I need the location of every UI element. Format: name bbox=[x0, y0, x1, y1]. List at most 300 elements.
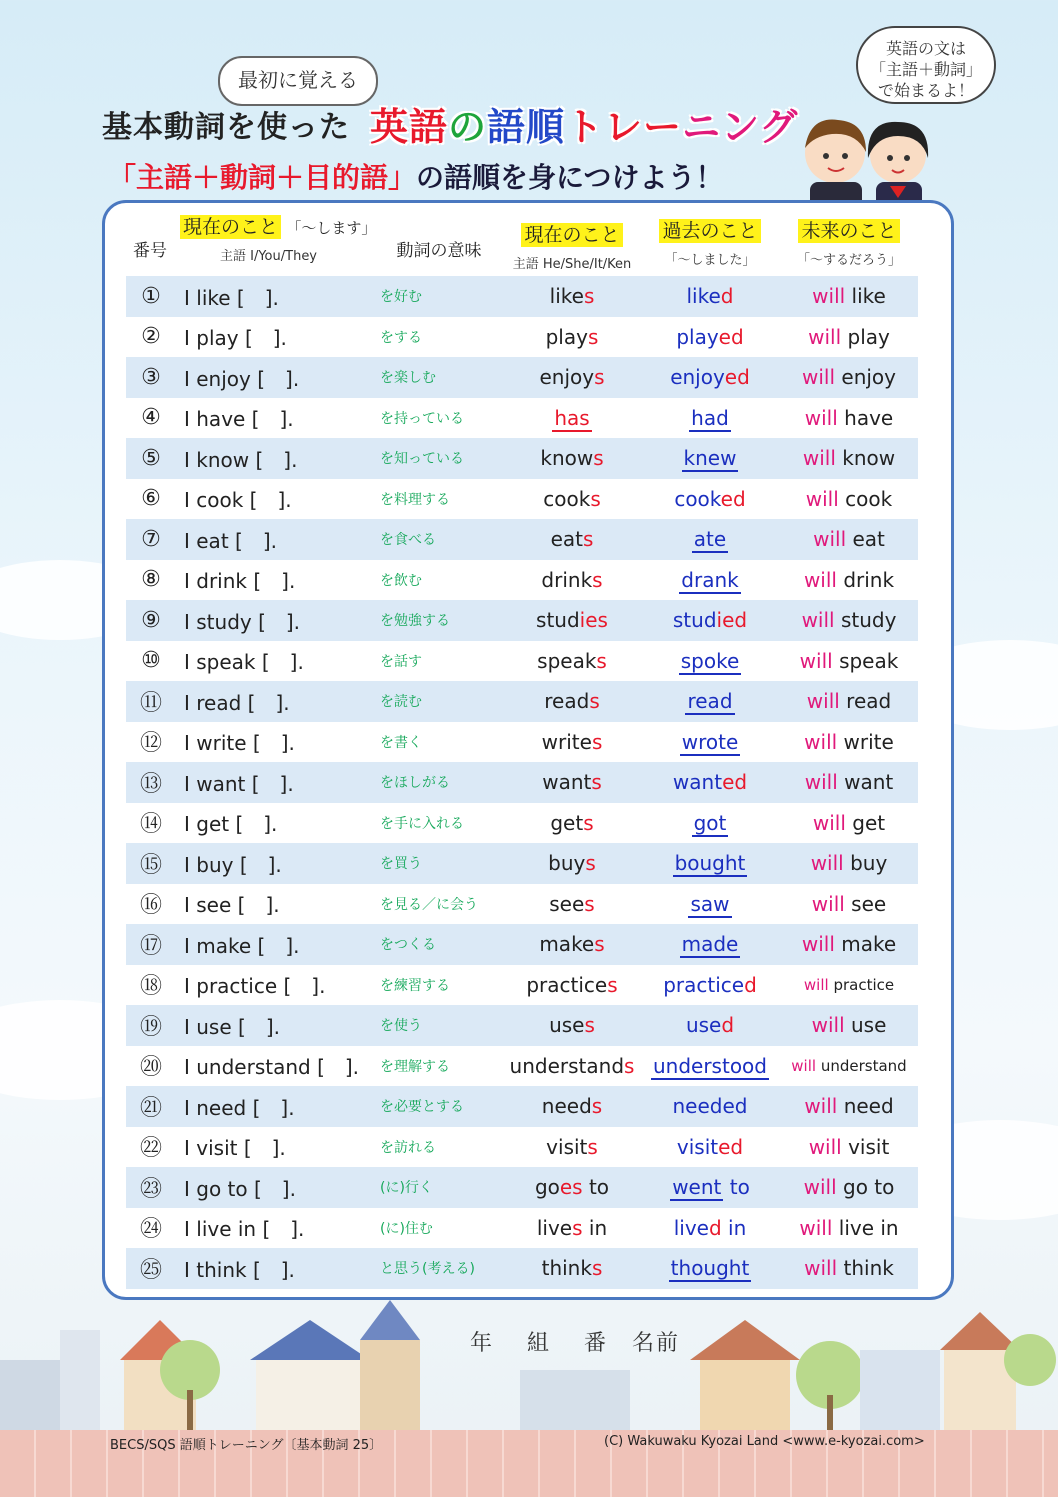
title-segment: ニング bbox=[682, 105, 799, 149]
title-segment: 英語 bbox=[370, 105, 449, 149]
present-stem: enjoy bbox=[539, 365, 595, 390]
present-ending: s bbox=[591, 770, 602, 795]
past-stem: saw bbox=[690, 891, 730, 916]
row-number: ⑰ bbox=[139, 933, 162, 959]
row-past bbox=[640, 730, 780, 754]
row-future bbox=[780, 406, 918, 430]
row-sentence: I speak [ ]. bbox=[184, 650, 304, 675]
past-stem: had bbox=[691, 405, 729, 430]
present-ending: s bbox=[583, 284, 595, 309]
row-present-he bbox=[504, 811, 640, 835]
header-past bbox=[646, 216, 774, 268]
row-number: ㉓ bbox=[139, 1176, 162, 1202]
row-past bbox=[640, 1013, 780, 1037]
speech-line: 「主語＋動詞」 bbox=[869, 60, 982, 79]
past-stem: bought bbox=[674, 851, 746, 876]
present-ending: es bbox=[559, 1175, 583, 1200]
row-present-he bbox=[504, 1175, 640, 1199]
row-future bbox=[780, 770, 918, 794]
past-stem: live bbox=[673, 1215, 709, 1240]
future-verb: cook bbox=[845, 486, 893, 511]
future-verb: play bbox=[847, 324, 890, 349]
row-sentence: I like [ ]. bbox=[184, 285, 279, 310]
row-number: ⑦ bbox=[141, 526, 161, 552]
present-stem: eat bbox=[550, 527, 583, 552]
past-stem: like bbox=[686, 284, 721, 309]
present-ending: s bbox=[607, 972, 618, 997]
present-stem: practice bbox=[526, 972, 608, 997]
present-stem: buy bbox=[548, 851, 586, 876]
row-sentence: I practice [ ]. bbox=[184, 974, 326, 999]
future-verb: see bbox=[851, 891, 887, 916]
row-sentence: I play [ ]. bbox=[184, 326, 287, 351]
title-prefix: 基本動詞を使った bbox=[102, 110, 350, 145]
row-future bbox=[780, 325, 918, 349]
row-past bbox=[640, 1135, 780, 1159]
row-number: ㉔ bbox=[139, 1217, 162, 1243]
row-future bbox=[780, 730, 918, 754]
row-past bbox=[640, 851, 780, 875]
row-sentence: I use [ ]. bbox=[184, 1014, 280, 1039]
row-sentence: I make [ ]. bbox=[184, 933, 300, 958]
present-ending: s bbox=[584, 1013, 595, 1038]
present-ending: s bbox=[594, 365, 605, 390]
past-form bbox=[673, 608, 747, 632]
past-stem: went bbox=[672, 1175, 722, 1200]
row-number: ㉒ bbox=[139, 1136, 162, 1162]
row-meaning: を楽しむ bbox=[380, 370, 436, 387]
table-row bbox=[126, 1086, 918, 1127]
past-stem: needed bbox=[672, 1094, 748, 1119]
row-present-he bbox=[504, 932, 640, 956]
future-will: will bbox=[805, 486, 839, 511]
header-present-he-label: 現在のこと bbox=[521, 223, 622, 247]
row-past bbox=[640, 973, 780, 997]
row-past bbox=[640, 1216, 780, 1240]
past-ending: d bbox=[721, 1013, 735, 1038]
row-past bbox=[640, 527, 780, 551]
row-sentence: I eat [ ]. bbox=[184, 528, 277, 553]
row-future bbox=[780, 527, 918, 551]
row-present-he bbox=[504, 284, 640, 308]
row-meaning: を使う bbox=[380, 1018, 422, 1035]
future-verb: write bbox=[843, 729, 894, 754]
row-past bbox=[640, 325, 780, 349]
future-verb: need bbox=[843, 1094, 894, 1119]
row-present-he bbox=[504, 892, 640, 916]
row-present-he bbox=[504, 730, 640, 754]
row-number: ⑭ bbox=[139, 812, 162, 838]
future-verb: eat bbox=[852, 527, 885, 552]
table-row bbox=[126, 560, 918, 601]
future-verb: make bbox=[841, 932, 897, 957]
row-future bbox=[780, 1057, 918, 1075]
present-tail: to bbox=[582, 1175, 610, 1200]
header-present-i-note: 「～します」 bbox=[286, 219, 377, 237]
past-ending: ied bbox=[716, 608, 748, 633]
present-ending: s bbox=[583, 810, 594, 835]
past-stem: spoke bbox=[680, 648, 740, 673]
footer-left: BECS/SQS 語順トレーニング〔基本動詞 25〕 bbox=[110, 1438, 383, 1453]
future-verb: drink bbox=[843, 567, 895, 592]
table-row bbox=[126, 398, 918, 439]
past-form bbox=[680, 730, 741, 756]
row-meaning: を練習する bbox=[380, 977, 450, 994]
row-present-he bbox=[504, 325, 640, 349]
future-verb: practice bbox=[833, 975, 895, 994]
present-stem: live bbox=[536, 1215, 573, 1240]
table-row bbox=[126, 884, 918, 925]
table-row bbox=[126, 519, 918, 560]
future-will: will bbox=[803, 975, 829, 994]
row-sentence: I cook [ ]. bbox=[184, 488, 292, 513]
past-form bbox=[679, 568, 740, 594]
row-present-he bbox=[504, 1256, 640, 1280]
present-ending: s bbox=[591, 729, 603, 754]
row-future bbox=[780, 608, 918, 632]
table-row bbox=[126, 1208, 918, 1249]
present-stem: go bbox=[534, 1175, 560, 1200]
row-present-he bbox=[504, 527, 640, 551]
row-number: ⑯ bbox=[139, 893, 162, 919]
past-form bbox=[651, 1054, 769, 1080]
present-tail: in bbox=[582, 1215, 608, 1240]
present-ending: s bbox=[572, 1215, 583, 1240]
row-meaning: を勉強する bbox=[380, 613, 450, 630]
title-segment: トレー bbox=[565, 105, 683, 149]
past-tail: to bbox=[723, 1175, 750, 1200]
future-will: will bbox=[808, 324, 842, 349]
row-meaning: を好む bbox=[380, 289, 422, 306]
future-verb: like bbox=[851, 284, 886, 309]
row-past bbox=[640, 892, 780, 916]
past-tail: in bbox=[721, 1215, 747, 1240]
header-past-label: 過去のこと bbox=[659, 219, 760, 243]
future-will: will bbox=[811, 1013, 845, 1038]
past-stem: visit bbox=[676, 1134, 719, 1159]
table-row bbox=[126, 843, 918, 884]
past-ending: d bbox=[708, 1215, 722, 1240]
future-will: will bbox=[803, 567, 837, 592]
future-verb: go to bbox=[843, 1175, 895, 1200]
table-row bbox=[126, 1005, 918, 1046]
header-past-sub: 「～しました」 bbox=[664, 253, 756, 268]
speech-bubble bbox=[856, 26, 996, 104]
row-sentence: I study [ ]. bbox=[184, 609, 301, 634]
row-present-he bbox=[504, 973, 640, 997]
row-future bbox=[780, 1094, 918, 1118]
row-past bbox=[640, 446, 780, 470]
past-form bbox=[674, 1216, 722, 1240]
present-stem: visit bbox=[546, 1134, 588, 1159]
present-stem: see bbox=[549, 891, 585, 916]
row-past bbox=[640, 770, 780, 794]
row-sentence: I get [ ]. bbox=[184, 812, 278, 837]
row-sentence: I know [ ]. bbox=[184, 447, 298, 472]
table-row bbox=[126, 803, 918, 844]
past-form bbox=[688, 892, 731, 918]
past-form bbox=[673, 1094, 748, 1118]
present-ending: s bbox=[589, 689, 600, 714]
future-verb: know bbox=[842, 446, 896, 471]
present-stem: understand bbox=[509, 1053, 625, 1078]
past-form bbox=[689, 406, 731, 432]
past-stem: cook bbox=[674, 486, 721, 511]
row-number: ⑧ bbox=[141, 567, 161, 593]
row-number: ⑳ bbox=[139, 1055, 162, 1081]
present-ending: s bbox=[591, 1094, 603, 1119]
past-stem: understood bbox=[652, 1053, 767, 1078]
future-will: will bbox=[802, 446, 836, 471]
header-future-sub: 「～するだろう」 bbox=[796, 253, 901, 268]
future-will: will bbox=[813, 527, 847, 552]
future-verb: think bbox=[843, 1256, 894, 1281]
title-segment: 語順 bbox=[487, 105, 566, 149]
row-present-he bbox=[504, 649, 640, 673]
past-form bbox=[680, 932, 741, 958]
past-stem: made bbox=[681, 932, 739, 957]
future-will: will bbox=[803, 1175, 837, 1200]
future-verb: get bbox=[852, 810, 886, 835]
row-present-he bbox=[504, 608, 640, 632]
past-form bbox=[677, 1135, 743, 1159]
past-ending: ed bbox=[724, 365, 750, 390]
row-future bbox=[780, 1135, 918, 1159]
row-meaning: をつくる bbox=[380, 937, 436, 954]
future-will: will bbox=[811, 891, 845, 916]
table-row bbox=[126, 924, 918, 965]
row-past bbox=[640, 1256, 780, 1280]
row-sentence: I buy [ ]. bbox=[184, 852, 282, 877]
past-stem: drank bbox=[681, 567, 739, 592]
past-form bbox=[670, 365, 750, 389]
past-form bbox=[676, 325, 743, 349]
past-form bbox=[673, 851, 748, 877]
table-row bbox=[126, 762, 918, 803]
future-will: will bbox=[801, 608, 835, 633]
students-illustration bbox=[790, 108, 940, 208]
row-present-he bbox=[504, 365, 640, 389]
past-stem: practice bbox=[663, 972, 745, 997]
row-number: ③ bbox=[141, 364, 161, 390]
present-stem: drink bbox=[541, 567, 593, 592]
row-future bbox=[780, 487, 918, 511]
subtitle-dark: の語順を身につけよう！ bbox=[416, 161, 724, 194]
subtitle-bubble: 最初に覚える bbox=[218, 56, 378, 106]
row-number: ⑤ bbox=[141, 445, 161, 471]
past-ending: d bbox=[744, 972, 757, 997]
past-stem: got bbox=[693, 810, 727, 835]
row-meaning: を飲む bbox=[380, 572, 422, 589]
future-will: will bbox=[812, 284, 846, 309]
future-will: will bbox=[799, 1215, 833, 1240]
row-past bbox=[640, 1094, 780, 1118]
future-verb: study bbox=[840, 608, 897, 633]
future-verb: live in bbox=[838, 1215, 899, 1240]
row-meaning: を持っている bbox=[380, 410, 464, 427]
row-meaning: を料理する bbox=[380, 491, 450, 508]
row-number: ⑱ bbox=[139, 974, 162, 1000]
past-form bbox=[673, 770, 747, 794]
header-meaning: 動詞の意味 bbox=[396, 241, 482, 261]
table-row bbox=[126, 1248, 918, 1289]
future-verb: buy bbox=[850, 851, 888, 876]
future-will: will bbox=[804, 770, 838, 795]
row-sentence: I live in [ ]. bbox=[184, 1217, 305, 1242]
future-verb: enjoy bbox=[841, 365, 896, 390]
row-future bbox=[780, 1216, 918, 1240]
row-future bbox=[780, 851, 918, 875]
past-stem: read bbox=[687, 689, 733, 714]
past-ending: d bbox=[720, 284, 734, 309]
row-number: ① bbox=[141, 283, 161, 309]
future-will: will bbox=[804, 1094, 838, 1119]
verb-table bbox=[126, 276, 918, 1289]
row-meaning: をほしがる bbox=[380, 775, 450, 792]
row-meaning: を読む bbox=[380, 694, 422, 711]
title-segment: の bbox=[448, 105, 488, 149]
present-stem: get bbox=[550, 810, 584, 835]
row-past bbox=[640, 406, 780, 430]
past-stem: play bbox=[676, 324, 719, 349]
row-sentence: I write [ ]. bbox=[184, 731, 295, 756]
past-form bbox=[682, 446, 739, 472]
present-ending: s bbox=[593, 446, 604, 471]
table-row bbox=[126, 641, 918, 682]
table-row bbox=[126, 1127, 918, 1168]
past-stem: knew bbox=[683, 446, 737, 471]
row-past bbox=[640, 487, 780, 511]
row-present-he bbox=[504, 1013, 640, 1037]
past-stem: ate bbox=[693, 527, 727, 552]
row-number: ⑩ bbox=[141, 648, 161, 674]
table-row bbox=[126, 722, 918, 763]
header-present-i bbox=[180, 212, 380, 264]
present-ending: s bbox=[592, 567, 603, 592]
row-past bbox=[640, 608, 780, 632]
past-ending: ed bbox=[718, 324, 744, 349]
row-future bbox=[780, 1013, 918, 1037]
row-number: ⑥ bbox=[141, 486, 161, 512]
name-field[interactable]: 年 組 番 名前 bbox=[470, 1331, 680, 1356]
row-past bbox=[640, 811, 780, 835]
future-will: will bbox=[806, 689, 840, 714]
row-past bbox=[640, 1175, 780, 1199]
present-stem: think bbox=[541, 1256, 592, 1281]
past-form bbox=[692, 527, 728, 553]
table-row bbox=[126, 276, 918, 317]
future-verb: use bbox=[850, 1013, 887, 1038]
present-stem: write bbox=[541, 729, 592, 754]
row-sentence: I go to [ ]. bbox=[184, 1176, 296, 1201]
footer-right: (C) Wakuwaku Kyozai Land <www.e-kyozai.com> bbox=[604, 1434, 925, 1449]
row-present-he bbox=[504, 406, 640, 430]
table-row bbox=[126, 1046, 918, 1087]
present-ending: s bbox=[582, 527, 594, 552]
past-ending: ed bbox=[720, 486, 746, 511]
row-sentence: I think [ ]. bbox=[184, 1257, 295, 1282]
row-meaning: を買う bbox=[380, 856, 422, 873]
past-ending: ed bbox=[718, 1134, 744, 1159]
future-will: will bbox=[791, 1056, 817, 1075]
table-row bbox=[126, 965, 918, 1006]
row-meaning: を話す bbox=[380, 653, 422, 670]
header-present-he-sub: 主語 He/She/It/Ken bbox=[512, 257, 632, 272]
future-will: will bbox=[799, 648, 833, 673]
row-number: ④ bbox=[141, 405, 161, 431]
header-present-i-sub: 主語 I/You/They bbox=[220, 249, 318, 264]
past-stem: wrote bbox=[681, 729, 739, 754]
past-stem: stud bbox=[672, 608, 717, 633]
row-past bbox=[640, 284, 780, 308]
row-sentence: I understand [ ]. bbox=[184, 1055, 360, 1080]
present-ending: s bbox=[596, 648, 607, 673]
row-present-he bbox=[504, 487, 640, 511]
future-will: will bbox=[804, 1256, 838, 1281]
future-verb: want bbox=[844, 770, 894, 795]
row-future bbox=[780, 1175, 918, 1199]
present-stem: want bbox=[542, 770, 592, 795]
row-future bbox=[780, 649, 918, 673]
present-stem: stud bbox=[536, 608, 580, 633]
table-row bbox=[126, 600, 918, 641]
future-verb: have bbox=[844, 405, 894, 430]
past-stem: thought bbox=[670, 1256, 750, 1281]
present-ending: s bbox=[585, 851, 596, 876]
row-number: ㉑ bbox=[139, 1095, 162, 1121]
past-form bbox=[663, 973, 757, 997]
present-stem: play bbox=[545, 324, 588, 349]
row-present-he bbox=[504, 689, 640, 713]
row-past bbox=[640, 568, 780, 592]
present-stem: like bbox=[549, 284, 584, 309]
row-meaning: と思う(考える) bbox=[380, 1261, 475, 1278]
row-past bbox=[640, 649, 780, 673]
row-meaning: を食べる bbox=[380, 532, 436, 549]
header-number: 番号 bbox=[133, 241, 167, 261]
future-verb: understand bbox=[820, 1056, 907, 1075]
row-sentence: I drink [ ]. bbox=[184, 569, 296, 594]
past-form bbox=[679, 649, 742, 675]
row-future bbox=[780, 446, 918, 470]
table-row bbox=[126, 1167, 918, 1208]
header-future bbox=[784, 216, 914, 268]
row-future bbox=[780, 932, 918, 956]
present-stem: know bbox=[540, 446, 594, 471]
row-future bbox=[780, 1256, 918, 1280]
row-future bbox=[780, 365, 918, 389]
row-past bbox=[640, 1054, 780, 1078]
header-future-label: 未来のこと bbox=[798, 219, 899, 243]
future-will: will bbox=[804, 729, 838, 754]
present-ending: has bbox=[554, 405, 590, 430]
row-present-he bbox=[504, 1216, 640, 1240]
past-form bbox=[686, 1013, 734, 1037]
row-number: ⑨ bbox=[141, 607, 161, 633]
future-will: will bbox=[804, 405, 838, 430]
page-title bbox=[370, 96, 798, 151]
row-sentence: I enjoy [ ]. bbox=[184, 366, 300, 391]
table-row bbox=[126, 681, 918, 722]
row-number: ⑬ bbox=[139, 771, 162, 797]
speech-line: で始まるよ！ bbox=[877, 81, 974, 100]
page-subtitle bbox=[108, 156, 723, 196]
past-form bbox=[674, 487, 745, 511]
row-meaning: を見る／に会う bbox=[380, 896, 478, 913]
row-number: ⑫ bbox=[139, 731, 162, 757]
subtitle-red: 「主語＋動詞＋目的語」 bbox=[108, 161, 417, 194]
present-ending: s bbox=[594, 932, 605, 957]
